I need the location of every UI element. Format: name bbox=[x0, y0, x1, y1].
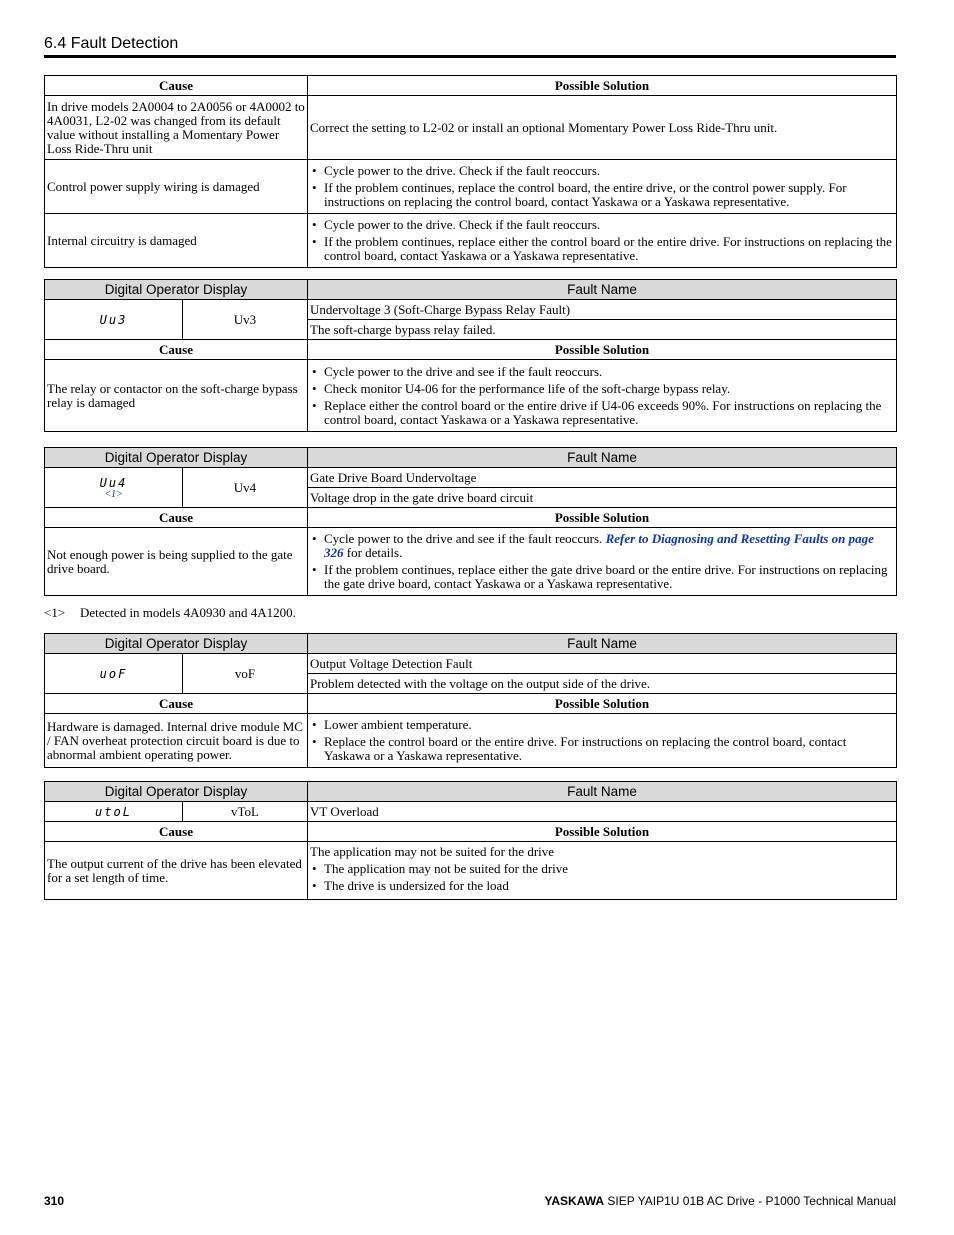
solution-bullet: • Replace either the control board or the entire drive if U4-06 exceeds 90%. For instructions on replacing the control board, contact Yaskawa or a Yaskawa representative. bbox=[310, 399, 894, 427]
fault-code: Uv4 bbox=[183, 468, 308, 508]
fault-table-uv4 bbox=[44, 447, 897, 596]
cause-header: Cause bbox=[45, 694, 308, 714]
fault-name: VT Overload bbox=[308, 802, 897, 822]
solution-bullet: • Cycle power to the drive and see if the fault reoccurs. bbox=[310, 365, 894, 379]
fault-table-continued bbox=[44, 75, 897, 268]
cause-header: Cause bbox=[45, 822, 308, 842]
solution-bullet: • Check monitor U4-06 for the performance life of the soft-charge bypass relay. bbox=[310, 382, 894, 396]
cross-reference-link[interactable]: Refer to Diagnosing and Resetting Faults on page 326 bbox=[324, 531, 874, 560]
solution-bullet: • If the problem continues, replace the control board, the entire drive, or the control power supply. For instructions on replacing the control board, contact Yaskawa or a Yaskawa representative. bbox=[310, 181, 894, 209]
solution-header: Possible Solution bbox=[308, 508, 897, 528]
page-number: 310 bbox=[44, 1194, 65, 1208]
cause-header: Cause bbox=[45, 76, 308, 96]
solution-cell: Correct the setting to L2-02 or install an optional Momentary Power Loss Ride-Thru unit. bbox=[308, 96, 897, 160]
cause-cell: The relay or contactor on the soft-charge bypass relay is damaged bbox=[45, 360, 308, 432]
fault-name-header: Fault Name bbox=[308, 782, 897, 802]
fault-code: Uv3 bbox=[183, 300, 308, 340]
fault-description: Voltage drop in the gate drive board circuit bbox=[308, 488, 897, 508]
display-header: Digital Operator Display bbox=[45, 448, 308, 468]
footnote-link[interactable]: <1> bbox=[104, 488, 123, 500]
brand-name: YASKAWA bbox=[544, 1194, 605, 1208]
lcd-display: Uu3 bbox=[45, 300, 183, 340]
solution-bullet: • If the problem continues, replace either the gate drive board or the entire drive. For instructions on replacing the gate drive board, contact Yaskawa or a Yaskawa representative. bbox=[310, 563, 894, 591]
lcd-display: utoL bbox=[45, 802, 183, 822]
solution-bullet: • Replace the control board or the entire drive. For instructions on replacing the control board, contact Yaskawa or a Yaskawa representative. bbox=[310, 735, 894, 763]
display-header: Digital Operator Display bbox=[45, 782, 308, 802]
table-row bbox=[45, 160, 897, 214]
display-header: Digital Operator Display bbox=[45, 634, 308, 654]
fault-name: Undervoltage 3 (Soft-Charge Bypass Relay Fault) bbox=[308, 300, 897, 320]
solution-header: Possible Solution bbox=[308, 694, 897, 714]
fault-description: The soft-charge bypass relay failed. bbox=[308, 320, 897, 340]
fault-table-vof bbox=[44, 633, 897, 768]
fault-table-uv3 bbox=[44, 279, 897, 432]
display-header: Digital Operator Display bbox=[45, 280, 308, 300]
solution-bullet: • Lower ambient temperature. bbox=[310, 718, 894, 732]
solution-cell bbox=[308, 214, 897, 268]
solution-cell bbox=[308, 842, 897, 900]
solution-header: Possible Solution bbox=[308, 822, 897, 842]
solution-bullet: • Cycle power to the drive and see if the fault reoccurs. Refer to Diagnosing and Resetting Faults on page 326 for details. bbox=[310, 532, 894, 560]
footnote-mark: <1> bbox=[44, 605, 66, 620]
table-row bbox=[45, 96, 897, 160]
solution-bullet: • The drive is undersized for the load bbox=[310, 879, 894, 893]
footnote bbox=[44, 605, 296, 621]
solution-cell bbox=[308, 360, 897, 432]
solution-cell bbox=[308, 160, 897, 214]
solution-bullet: • Cycle power to the drive. Check if the fault reoccurs. bbox=[310, 218, 894, 232]
section-header bbox=[44, 35, 896, 58]
fault-table-vtol bbox=[44, 781, 897, 900]
fault-description: Problem detected with the voltage on the output side of the drive. bbox=[308, 674, 897, 694]
footnote-text: Detected in models 4A0930 and 4A1200. bbox=[80, 605, 296, 620]
cause-cell: In drive models 2A0004 to 2A0056 or 4A0002 to 4A0031, L2-02 was changed from its default value without installing a Momentary Power Loss Ride-Thru unit bbox=[45, 96, 308, 160]
fault-name-header: Fault Name bbox=[308, 448, 897, 468]
solution-bullet: • Cycle power to the drive. Check if the fault reoccurs. bbox=[310, 164, 894, 178]
cause-cell: Hardware is damaged. Internal drive module MC / FAN overheat protection circuit board is due to abnormal ambient operating power. bbox=[45, 714, 308, 768]
cause-header: Cause bbox=[45, 508, 308, 528]
lcd-display: Uu4 <1> bbox=[45, 468, 183, 508]
manual-title: YASKAWA SIEP YAIP1U 01B AC Drive - P1000 Technical Manual bbox=[544, 1194, 896, 1208]
solution-lead: The application may not be suited for the drive bbox=[310, 844, 555, 859]
solution-cell bbox=[308, 714, 897, 768]
fault-name: Output Voltage Detection Fault bbox=[308, 654, 897, 674]
section-title: 6.4 Fault Detection bbox=[44, 35, 179, 52]
solution-bullet: • The application may not be suited for the drive bbox=[310, 862, 894, 876]
cause-cell: The output current of the drive has been elevated for a set length of time. bbox=[45, 842, 308, 900]
solution-header: Possible Solution bbox=[308, 340, 897, 360]
fault-code: voF bbox=[183, 654, 308, 694]
table-row bbox=[45, 214, 897, 268]
cause-cell: Internal circuitry is damaged bbox=[45, 214, 308, 268]
fault-name-header: Fault Name bbox=[308, 280, 897, 300]
cause-header: Cause bbox=[45, 340, 308, 360]
solution-header: Possible Solution bbox=[308, 76, 897, 96]
fault-name: Gate Drive Board Undervoltage bbox=[308, 468, 897, 488]
lcd-display: uoF bbox=[45, 654, 183, 694]
solution-bullet: • If the problem continues, replace either the control board or the entire drive. For instructions on replacing the control board, contact Yaskawa or a Yaskawa representative. bbox=[310, 235, 894, 263]
fault-code: vToL bbox=[183, 802, 308, 822]
solution-cell bbox=[308, 528, 897, 596]
cause-cell: Control power supply wiring is damaged bbox=[45, 160, 308, 214]
cause-cell: Not enough power is being supplied to the gate drive board. bbox=[45, 528, 308, 596]
fault-name-header: Fault Name bbox=[308, 634, 897, 654]
